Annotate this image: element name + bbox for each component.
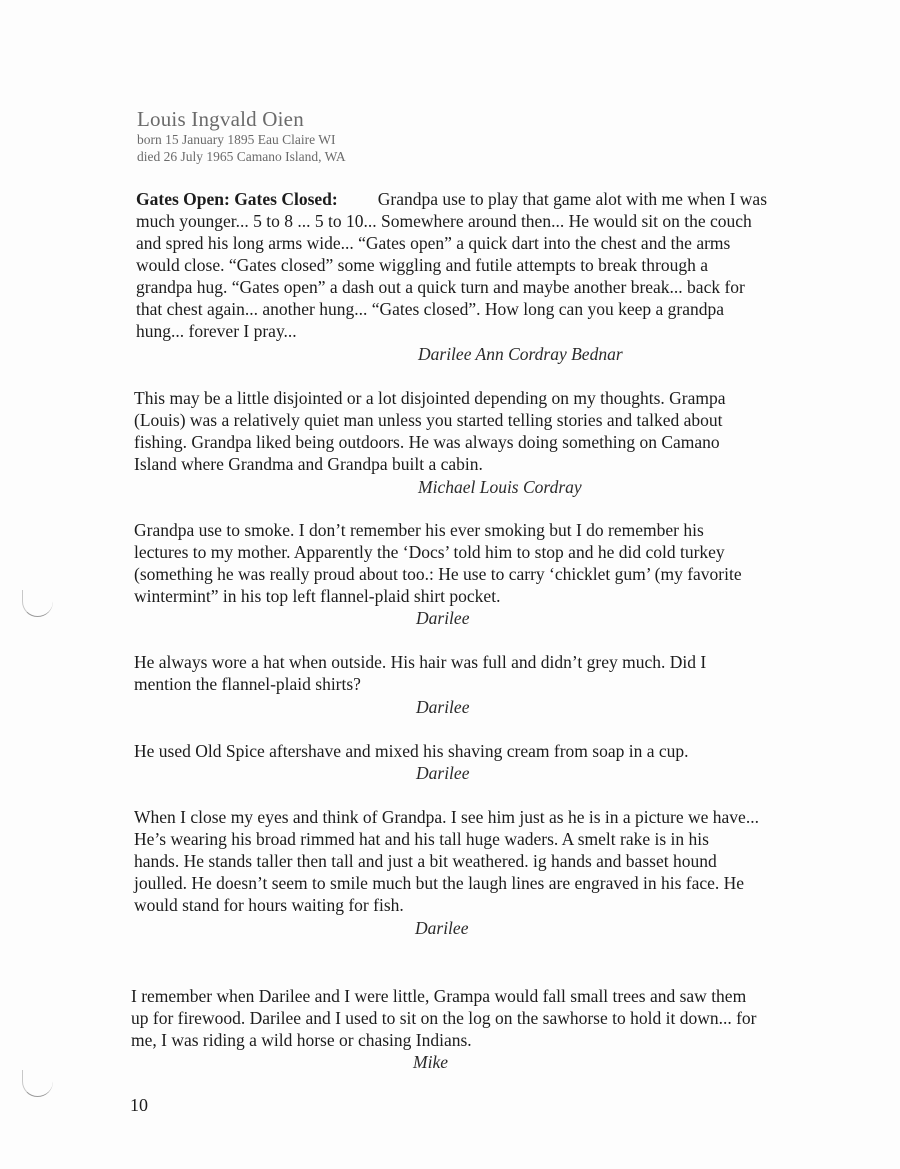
paragraph-line: wintermint” in his top left flannel-plaid shirt pocket. <box>134 586 501 606</box>
paragraph-line: grandpa hug. “Gates open” a dash out a quick turn and maybe another break... back for <box>136 277 745 297</box>
paragraph-line: He always wore a hat when outside. His hair was full and didn’t grey much. Did I <box>134 652 707 672</box>
signature: Darilee Ann Cordray Bednar <box>418 344 623 364</box>
paragraph-line: Island where Grandma and Grandpa built a cabin. <box>134 454 483 474</box>
memory-paragraph <box>134 740 824 762</box>
memory-paragraph <box>134 519 824 607</box>
paragraph-line: and spred his long arms wide... “Gates open” a quick dart into the chest and the arms <box>136 233 731 253</box>
paragraph-line: When I close my eyes and think of Grandpa. I see him just as he is in a picture we have... <box>134 807 759 827</box>
paragraph-line: He’s wearing his broad rimmed hat and his tall huge waders. A smelt rake is in his <box>134 829 709 849</box>
paragraph-line: would stand for hours waiting for fish. <box>134 895 404 915</box>
death-info: died 26 July 1965 Camano Island, WA <box>137 149 346 164</box>
paragraph-line: Grandpa use to smoke. I don’t remember his ever smoking but I do remember his <box>134 520 704 540</box>
memory-paragraph <box>131 985 821 1051</box>
page-number: 10 <box>130 1095 148 1115</box>
paragraph-line: up for firewood. Darilee and I used to sit on the log on the sawhorse to hold it down... for <box>131 1008 757 1028</box>
paragraph-line: me, I was riding a wild horse or chasing Indians. <box>131 1030 472 1050</box>
paragraph-line: fishing. Grandpa liked being outdoors. He was always doing something on Camano <box>134 432 720 452</box>
signature: Mike <box>413 1052 448 1072</box>
paragraph-line: hung... forever I pray... <box>136 321 297 341</box>
paragraph-line: lectures to my mother. Apparently the ‘Docs’ told him to stop and he did cold turkey <box>134 542 725 562</box>
paragraph-line: joulled. He doesn’t seem to smile much but the laugh lines are engraved in his face. He <box>134 873 745 893</box>
paragraph-line: He used Old Spice aftershave and mixed his shaving cream from soap in a cup. <box>134 741 689 761</box>
birth-info: born 15 January 1895 Eau Claire WI <box>137 132 336 147</box>
paragraph-lead-title: Gates Open: Gates Closed: <box>136 189 338 209</box>
paragraph-line: This may be a little disjointed or a lot disjointed depending on my thoughts. Grampa <box>134 388 726 408</box>
paragraph-line: would close. “Gates closed” some wiggling and futile attempts to break through a <box>136 255 709 275</box>
paragraph-line: mention the flannel-plaid shirts? <box>134 674 361 694</box>
memory-paragraph-gates <box>136 188 826 342</box>
person-name: Louis Ingvald Oien <box>137 107 304 131</box>
binder-hole-mark <box>22 1070 53 1097</box>
memory-paragraph <box>134 387 824 475</box>
signature: Darilee <box>415 918 469 938</box>
signature: Darilee <box>416 608 470 628</box>
paragraph-line: much younger... 5 to 8 ... 5 to 10... Somewhere around then... He would sit on the couch <box>136 211 752 231</box>
paragraph-line: hands. He stands taller then tall and just a bit weathered. ig hands and basset hound <box>134 851 717 871</box>
person-header <box>137 107 346 165</box>
signature: Michael Louis Cordray <box>418 477 582 497</box>
paragraph-line: I remember when Darilee and I were little, Grampa would fall small trees and saw them <box>131 986 747 1006</box>
paragraph-line: Gates Open: Gates Closed: Grandpa use to play that game alot with me when I was <box>136 189 767 209</box>
paragraph-line: (Louis) was a relatively quiet man unless you started telling stories and talked about <box>134 410 723 430</box>
signature: Darilee <box>416 697 470 717</box>
memory-paragraph <box>134 806 824 916</box>
paragraph-line: that chest again... another hung... “Gates closed”. How long can you keep a grandpa <box>136 299 724 319</box>
binder-hole-mark <box>22 590 53 617</box>
signature: Darilee <box>416 763 470 783</box>
paragraph-line: (something he was really proud about too.: He use to carry ‘chicklet gum’ (my favorite <box>134 564 742 584</box>
memory-paragraph <box>134 651 824 695</box>
